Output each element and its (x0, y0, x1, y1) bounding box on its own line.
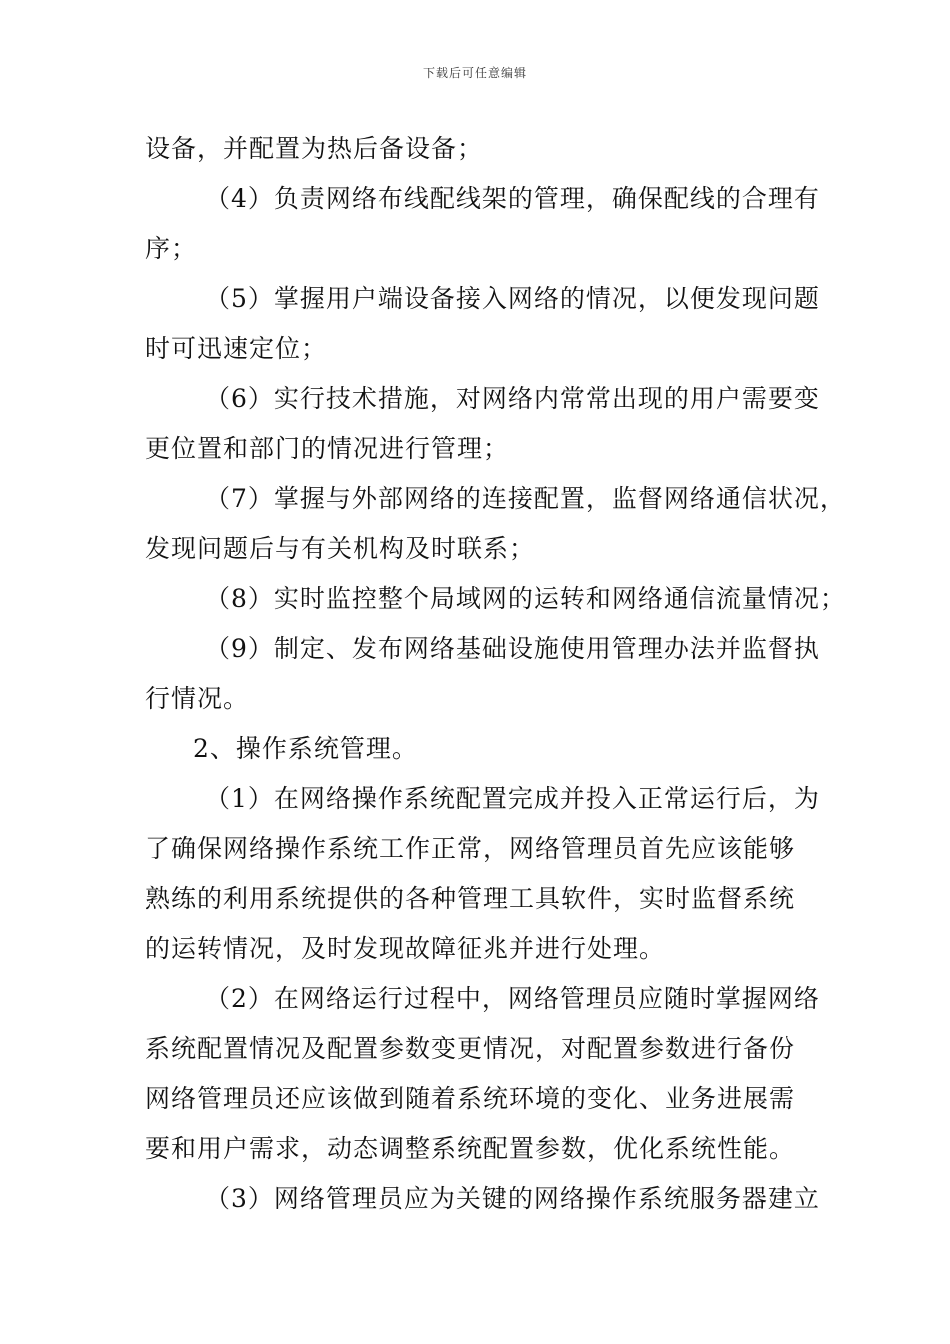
page-header: 下载后可任意编辑 (422, 66, 527, 80)
paragraph-line: 要和用户需求，动态调整系统配置参数，优化系统性能。 (145, 1134, 796, 1163)
paragraph-line: （5）掌握用户端设备接入网络的情况，以便发现问题 (205, 284, 820, 313)
section-heading: 2、操作系统管理。 (193, 734, 418, 763)
paragraph-line: 更位置和部门的情况进行管理； (145, 434, 510, 463)
paragraph-line: 序； (145, 234, 198, 263)
document-body (145, 124, 846, 1224)
paragraph-line: （8）实时监控整个局域网的运转和网络通信流量情况； (205, 584, 846, 613)
paragraph-line: 系统配置情况及配置参数变更情况，对配置参数进行备份 (145, 1034, 796, 1063)
paragraph-line: 的运转情况，及时发现故障征兆并进行处理。 (145, 934, 666, 963)
paragraph-line: 了确保网络操作系统工作正常，网络管理员首先应该能够 (145, 834, 796, 863)
paragraph-line: 发现问题后与有关机构及时联系； (145, 534, 536, 563)
paragraph-line: 网络管理员还应该做到随着系统环境的变化、业务进展需 (145, 1084, 796, 1113)
paragraph-line: 设备，并配置为热后备设备； (145, 134, 484, 163)
paragraph-line: （4）负责网络布线配线架的管理，确保配线的合理有 (205, 184, 820, 213)
paragraph-line: （3）网络管理员应为关键的网络操作系统服务器建立 (205, 1184, 820, 1213)
paragraph-line: 熟练的利用系统提供的各种管理工具软件，实时监督系统 (145, 884, 796, 913)
paragraph-line: （1）在网络操作系统配置完成并投入正常运行后，为 (205, 784, 820, 813)
paragraph-line: （7）掌握与外部网络的连接配置，监督网络通信状况， (205, 484, 846, 513)
paragraph-line: 行情况。 (145, 684, 250, 713)
paragraph-line: （9）制定、发布网络基础设施使用管理办法并监督执 (205, 634, 820, 663)
paragraph-line: （2）在网络运行过程中，网络管理员应随时掌握网络 (205, 984, 820, 1013)
paragraph-line: （6）实行技术措施，对网络内常常出现的用户需要变 (205, 384, 820, 413)
paragraph-line: 时可迅速定位； (145, 334, 328, 363)
